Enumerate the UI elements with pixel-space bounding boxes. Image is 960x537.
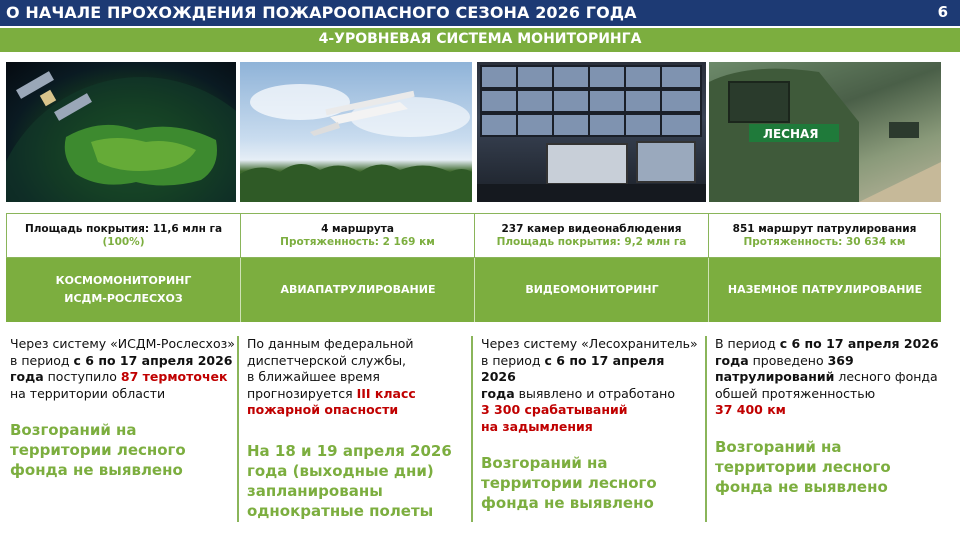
column-video-text [481, 336, 703, 513]
text-line: прогнозируется III класс [247, 385, 416, 401]
info-box-video [474, 213, 709, 258]
info-line: 851 маршрут патрулирования [732, 223, 917, 235]
category-label: КОСМОМОНИТОРИНГ [55, 274, 192, 287]
section-header [0, 28, 960, 52]
category-label: ВИДЕОМОНИТОРИНГ [525, 283, 659, 296]
category-label-sub: ИСДМ-РОСЛЕСХОЗ [64, 292, 183, 305]
text-line: В период с 6 по 17 апреля 2026 [715, 336, 939, 351]
info-subline: Протяженность: 30 634 км [743, 236, 906, 248]
text-line: в период с 6 по 17 апреля 2026 [10, 352, 233, 368]
slide-header [0, 0, 960, 26]
text-line: на территории области [10, 385, 166, 401]
column-divider [705, 336, 707, 522]
section-title: 4-УРОВНЕВАЯ СИСТЕМА МОНИТОРИНГА [318, 31, 642, 47]
airplane-photo [240, 62, 472, 202]
text-line: диспетчерской службы, [247, 352, 407, 368]
page-number: 6 [937, 3, 948, 21]
airplane-illustration [240, 62, 472, 202]
category-label: НАЗЕМНОЕ ПАТРУЛИРОВАНИЕ [727, 283, 923, 296]
text-line: года поступило 87 термоточек [10, 369, 228, 384]
satellite-earth-illustration [6, 62, 236, 202]
category-label: АВИАПАТРУЛИРОВАНИЕ [280, 283, 436, 296]
info-subline: (100%) [102, 236, 145, 248]
column-avia-text [247, 336, 469, 521]
slide-title: О НАЧАЛЕ ПРОХОЖДЕНИЯ ПОЖАРООПАСНОГО СЕЗОНА 2026 ГОДА [6, 3, 637, 22]
text-line: в период с 6 по 17 апреля 2026 [481, 352, 665, 384]
info-box-avia [240, 213, 475, 258]
video-wall-illustration [477, 62, 706, 202]
info-subline: Протяженность: 2 169 км [280, 236, 435, 248]
column-divider [237, 336, 239, 522]
result-text: Возгораний на территории лесного фонда не выявлено [481, 454, 657, 512]
text-line: года выявлено и отработано [481, 385, 675, 401]
column-divider [471, 336, 473, 522]
forest-patrol-vehicle-photo [709, 62, 941, 202]
text-line: 3 300 срабатываний [481, 402, 628, 417]
info-box-cosmos [6, 213, 241, 258]
satellite-earth-photo [6, 62, 236, 202]
column-cosmos-text [10, 336, 235, 480]
result-text: На 18 и 19 апреля 2026 года (выходные дни) запланированы однократные полеты [247, 441, 452, 520]
category-cosmos [6, 258, 241, 322]
info-subline: Площадь покрытия: 9,2 млн га [496, 236, 687, 248]
vehicle-sign-text: ЛЕСНАЯ [763, 127, 819, 141]
text-line: 37 400 км [715, 402, 786, 417]
result-text: Возгораний на территории лесного фонда не выявлено [10, 421, 186, 479]
forest-vehicle-illustration [709, 62, 941, 202]
info-line: Площадь покрытия: 11,6 млн га [24, 223, 223, 235]
category-avia [240, 258, 475, 322]
video-monitoring-room-photo [477, 62, 706, 202]
text-line: Через систему «Лесохранитель» [481, 336, 698, 351]
text-line: По данным федеральной [247, 336, 414, 351]
info-box-ground [708, 213, 941, 258]
category-video [474, 258, 709, 322]
text-line: Через систему «ИСДМ-Рослесхоз» [10, 336, 235, 351]
text-line: патрулирований лесного фонда [715, 369, 938, 384]
info-line: 4 маршрута [321, 223, 394, 235]
text-line: обшей протяженностью [715, 385, 876, 401]
text-line: года проведено 369 [715, 352, 854, 368]
category-ground [708, 258, 941, 322]
column-ground-text [715, 336, 945, 497]
result-text: Возгораний на территории лесного фонда не выявлено [715, 437, 891, 496]
info-line: 237 камер видеонаблюдения [501, 223, 682, 235]
text-line: на задымления [481, 418, 593, 434]
text-line: в ближайшее время [247, 369, 380, 384]
text-line: пожарной опасности [247, 402, 399, 417]
